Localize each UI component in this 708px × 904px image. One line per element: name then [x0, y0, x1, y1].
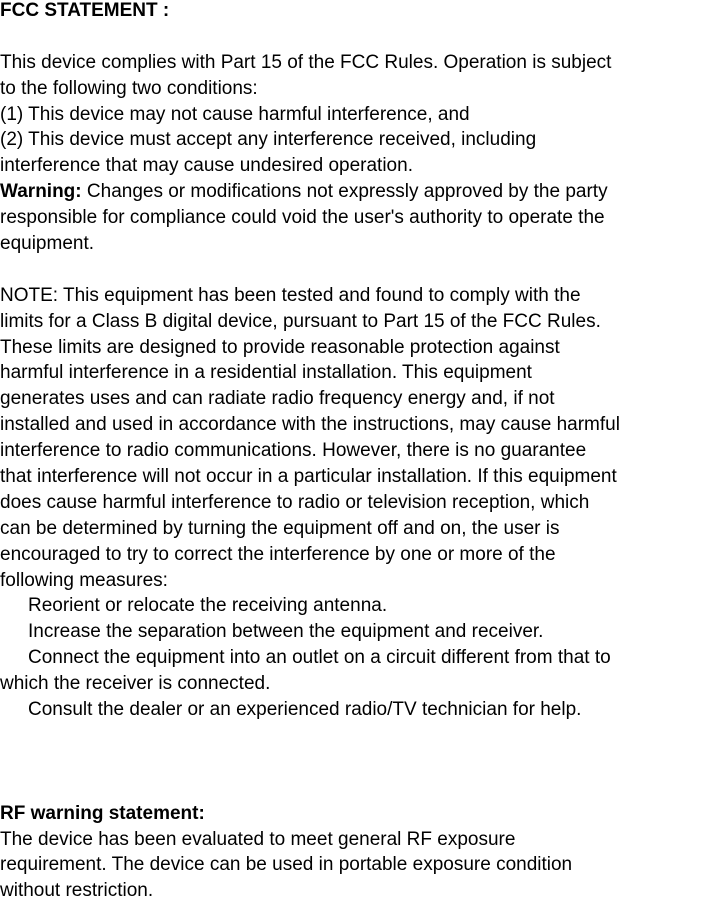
note-line: interference to radio communications. However, there is no guarantee — [0, 440, 587, 462]
note-line: These limits are designed to provide reasonable protection against — [0, 336, 560, 358]
note-line: does cause harmful interference to radio or television reception, which — [0, 491, 590, 513]
note-line: that interference will not occur in a particular installation. If this equipment — [0, 466, 617, 488]
measure-item: Reorient or relocate the receiving antenna. — [28, 595, 388, 617]
warning-line: equipment. — [0, 233, 95, 255]
measure-item: Consult the dealer or an experienced radio/TV technician for help. — [28, 699, 582, 721]
note-line: harmful interference in a residential installation. This equipment — [0, 362, 532, 384]
measure-continuation: which the receiver is connected. — [0, 673, 271, 695]
note-line: can be determined by turning the equipment off and on, the user is — [0, 517, 560, 539]
blank-line — [0, 257, 708, 283]
rf-line: without restriction. — [0, 880, 154, 902]
blank-line — [0, 723, 708, 749]
note-line: installed and used in accordance with the instructions, may cause harmful — [0, 414, 620, 436]
blank-line — [0, 749, 708, 775]
fcc-line: This device complies with Part 15 of the FCC Rules. Operation is subject — [0, 51, 612, 73]
warning-line — [0, 179, 708, 205]
fcc-line: to the following two conditions: — [0, 77, 258, 99]
rf-warning-title: RF warning statement: — [0, 802, 205, 824]
note-line: NOTE: This equipment has been tested and found to comply with the — [0, 284, 581, 306]
rf-line: requirement. The device can be used in portable exposure condition — [0, 854, 573, 876]
rf-warning-section — [0, 801, 708, 904]
note-line: encouraged to try to correct the interference by one or more of the — [0, 543, 556, 565]
fcc-line: interference that may cause undesired operation. — [0, 155, 413, 177]
fcc-statement-title: FCC STATEMENT : — [0, 0, 170, 21]
measure-item: Increase the separation between the equipment and receiver. — [28, 621, 544, 643]
warning-text: Changes or modifications not expressly approved by the party — [81, 181, 608, 203]
warning-line: responsible for compliance could void the user's authority to operate the — [0, 207, 605, 229]
note-line: limits for a Class B digital device, pursuant to Part 15 of the FCC Rules. — [0, 310, 601, 332]
note-section — [0, 283, 708, 723]
blank-line — [0, 24, 708, 50]
fcc-condition-2: (2) This device must accept any interference received, including — [0, 129, 537, 151]
note-line: following measures: — [0, 569, 168, 591]
rf-line: The device has been evaluated to meet general RF exposure — [0, 828, 516, 850]
measure-item: Connect the equipment into an outlet on a circuit different from that to — [28, 647, 611, 669]
warning-label: Warning: — [0, 181, 82, 203]
fcc-condition-1: (1) This device may not cause harmful interference, and — [0, 103, 470, 125]
fcc-statement-section — [0, 0, 708, 257]
note-line: generates uses and can radiate radio frequency energy and, if not — [0, 388, 555, 410]
